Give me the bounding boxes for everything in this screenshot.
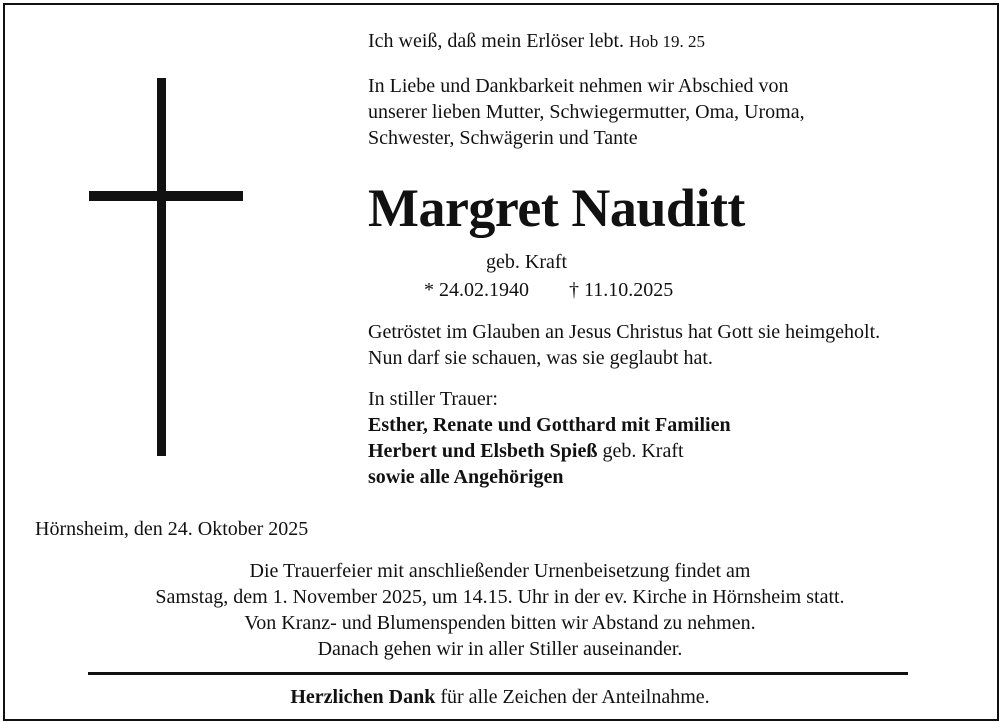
thanks-bold: Herzlichen Dank: [290, 686, 436, 708]
funeral-info: [0, 558, 1000, 662]
divider: [88, 672, 908, 675]
mourners-birth-name: geb. Kraft: [597, 440, 684, 462]
thanks-line: [0, 684, 1000, 710]
funeral-line: Samstag, dem 1. November 2025, um 14.15. Uhr in der ev. Kirche in Hörnsheim statt.: [155, 586, 845, 608]
birth-name: geb. Kraft: [486, 251, 568, 273]
bible-verse: [368, 28, 705, 55]
funeral-line: Die Trauerfeier mit anschließender Urnenbeisetzung findet am: [249, 560, 751, 582]
funeral-line: Von Kranz- und Blumenspenden bitten wir Abstand zu nehmen.: [244, 612, 756, 634]
intro-text: [368, 73, 805, 151]
life-dates: [424, 277, 673, 303]
mourners-block: [368, 386, 731, 490]
bible-verse-reference: Hob 19. 25: [629, 32, 706, 51]
cross-icon-horizontal: [89, 191, 243, 201]
cross-icon-vertical: [157, 78, 166, 456]
birth-date: * 24.02.1940: [424, 279, 529, 301]
comfort-line: Getröstet im Glauben an Jesus Christus hat Gott sie heimgeholt.: [368, 321, 881, 343]
comfort-text: [368, 319, 880, 371]
intro-line: In Liebe und Dankbarkeit nehmen wir Abschied von: [368, 75, 789, 97]
deceased-name: Margret Nauditt: [368, 178, 745, 238]
mourners-heading: In stiller Trauer:: [368, 388, 498, 410]
thanks-rest: für alle Zeichen der Anteilnahme.: [435, 686, 710, 708]
bible-verse-text: Ich weiß, daß mein Erlöser lebt.: [368, 30, 625, 52]
comfort-line: Nun darf sie schauen, was sie geglaubt hat.: [368, 347, 713, 369]
death-date: † 11.10.2025: [569, 279, 674, 301]
mourners-line: Esther, Renate und Gotthard mit Familien: [368, 414, 731, 436]
intro-line: Schwester, Schwägerin und Tante: [368, 127, 638, 149]
mourners-names: Herbert und Elsbeth Spieß: [368, 440, 598, 462]
intro-line: unserer lieben Mutter, Schwiegermutter, Oma, Uroma,: [368, 101, 805, 123]
mourners-line: sowie alle Angehörigen: [368, 466, 564, 488]
funeral-line: Danach gehen wir in aller Stiller auseinander.: [317, 638, 683, 660]
mourners-line: [368, 438, 731, 464]
place-date: Hörnsheim, den 24. Oktober 2025: [35, 518, 309, 540]
